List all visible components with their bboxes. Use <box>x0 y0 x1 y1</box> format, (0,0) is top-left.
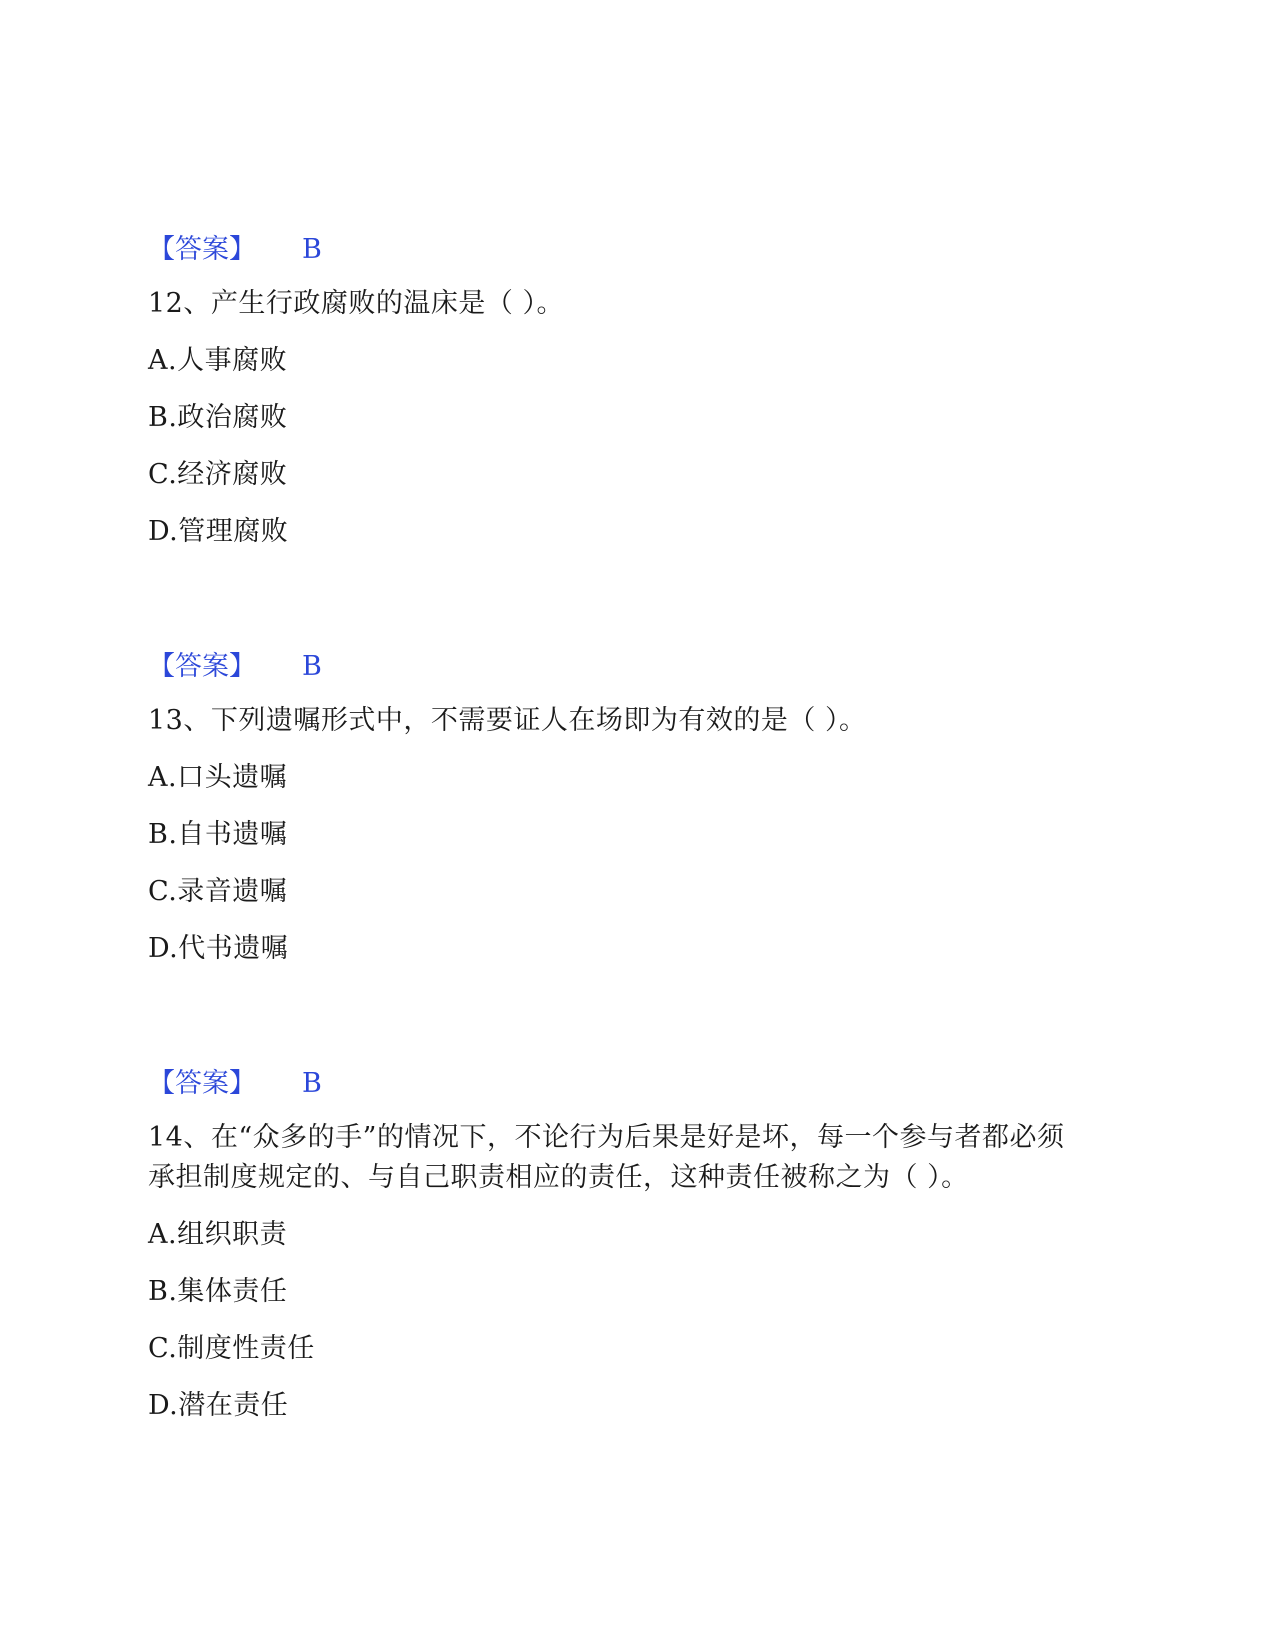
question-block-13 <box>148 647 1128 969</box>
answer-value: B <box>302 651 322 682</box>
option-d: D.潜在责任 <box>148 1390 289 1421</box>
option-b: B.政治腐败 <box>148 402 288 433</box>
question-text: 13、下列遗嘱形式中，不需要证人在场即为有效的是（ ）。 <box>148 705 867 736</box>
question-text: 14、在“众多的手”的情况下，不论行为后果是好是坏，每一个参与者都必须承担制度规定的、与自己职责相应的责任，这种责任被称之为（ ）。 <box>148 1122 1065 1193</box>
option-b: B.集体责任 <box>148 1276 288 1307</box>
option-d: D.管理腐败 <box>148 516 289 547</box>
answer-label: 【答案】 <box>148 1068 256 1099</box>
answer-value: B <box>302 234 322 265</box>
option-a: A.口头遗嘱 <box>148 762 288 793</box>
answer-label: 【答案】 <box>148 234 256 265</box>
question-block-12 <box>148 230 1128 552</box>
option-c: C.录音遗嘱 <box>148 876 288 907</box>
answer-line <box>148 1064 1128 1104</box>
question-text: 12、产生行政腐败的温床是（ ）。 <box>148 288 564 319</box>
answer-line <box>148 230 1128 270</box>
answer-line <box>148 647 1128 687</box>
option-d: D.代书遗嘱 <box>148 933 289 964</box>
option-b: B.自书遗嘱 <box>148 819 288 850</box>
answer-value: B <box>302 1068 322 1099</box>
option-a: A.组织职责 <box>148 1219 288 1250</box>
option-a: A.人事腐败 <box>148 345 288 376</box>
question-block-14 <box>148 1064 1128 1426</box>
option-c: C.制度性责任 <box>148 1333 315 1364</box>
answer-label: 【答案】 <box>148 651 256 682</box>
option-c: C.经济腐败 <box>148 459 288 490</box>
